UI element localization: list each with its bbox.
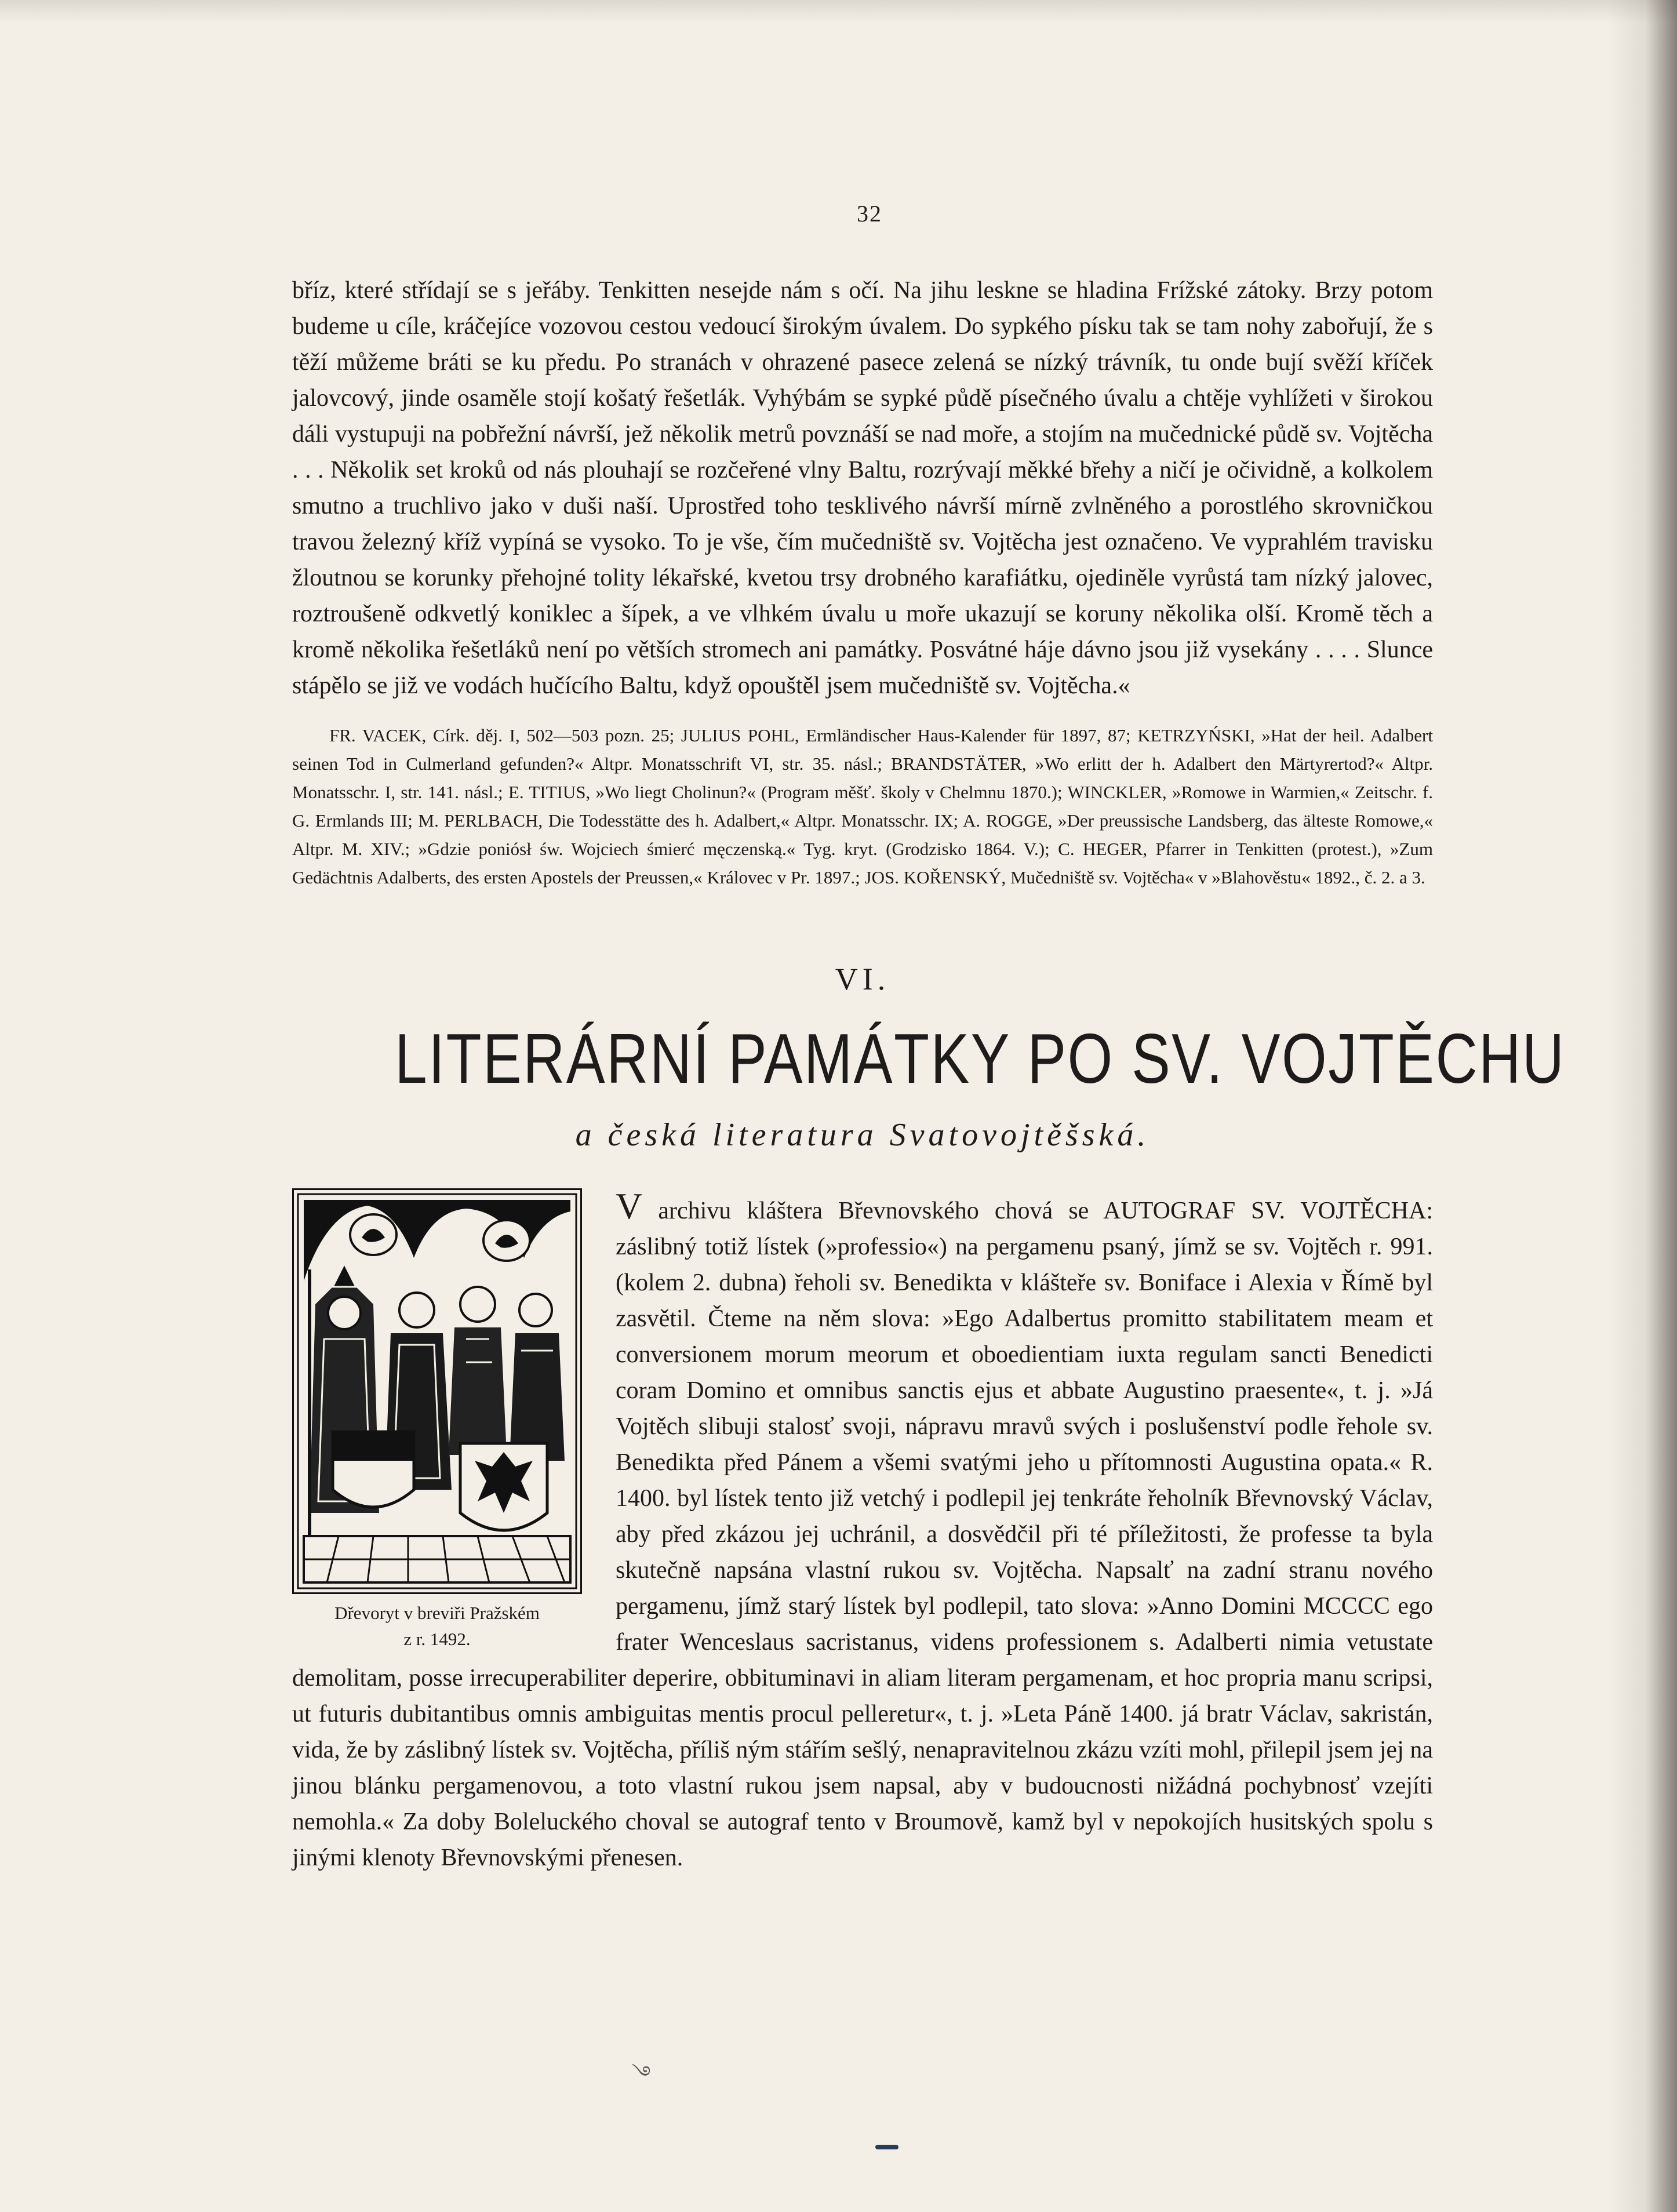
woodcut-figure <box>292 1188 582 1652</box>
chapter-subtitle: a česká literatura Svatovojtěšská. <box>575 1117 1150 1153</box>
page-content <box>292 272 1566 1876</box>
intro-paragraph: bříz, které střídají se s jeřáby. Tenkitten nesejde nám s očí. Na jihu leskne se hladina Frížské zátoky. Brzy potom budeme u cíle, kráčejíce vozovou cestou vedoucí širokým úvalem. Do sypkého písku tak se tam nohy zabořují, že s těží můžeme bráti se ku předu. Po stranách v ohrazené pasece zelená se nízký trávník, tu onde bují svěží kříček jalovcový, jinde osaměle stojí košatý řešetlák. Vyhýbám se sypké půdě písečného úvalu a chtěje vyhlížeti v širokou dáli vystupuji na pobřežní návrší, jež několik metrů povznáší se nad moře, a stojím na mučednické půdě sv. Vojtěcha . . . Několik set kroků od nás plouhají se rozčeřené vlny Baltu, rozrývají měkké břehy a ničí je očividně, a kolkolem smutno a truchlivo jako v duši naší. Uprostřed toho tesklivého návrší mírně zvlněného a porostlého skrovničkou travou železný kříž vypíná se vysoko. To je vše, čím mučedniště sv. Vojtěcha jest označeno. Ve vyprahlém travisku žloutnou se korunky přehojné tolity lékařské, kvetou trsy drobného karafiátku, ojediněle vyrůstá tam nízký jalovec, roztroušeně odkvetlý koniklec a šípek, a ve vlhkém úvalu u moře ukazují se koruny několika olší. Kromě těch a kromě několika řešetláků není po větších stromech ani památky. Posvátné háje dávno jsou již vysekány . . . . Slunce stápělo se již ve vodách hučícího Baltu, když opouštěl jsem mučedniště sv. Vojtěcha.« <box>292 277 1433 699</box>
figure-caption <box>292 1600 582 1652</box>
caption-line-1: Dřevoryt v breviři Pražském <box>334 1603 540 1623</box>
dropcap-letter: V <box>616 1185 643 1227</box>
blue-ink-mark <box>875 2145 898 2149</box>
woodcut-saints-illustration <box>292 1188 582 1594</box>
footnote-references: FR. VACEK, Círk. děj. I, 502—503 pozn. 25; JULIUS POHL, Ermländischer Haus-Kalender für 1897, 87; KETRZYŃSKI, »Hat der heil. Adalbert seinen Tod in Culmerland gefunden?« Altpr. Monatsschrift VI, str. 35. násl.; BRANDSTÄTER, »Wo erlitt der h. Adalbert den Märtyrertod?« Altpr. Monatsschr. I, str. 141. násl.; E. TITIUS, »Wo liegt Cholinun?« (Program měšť. školy v Chelmnu 1870.); WINCKLER, »Romowe in Warmien,« Zeitschr. f. G. Ermlands III; M. PERLBACH, Die Todesstätte des h. Adalbert,« Altpr. Monatsschr. IX; A. ROGGE, »Der preussische Landsberg, das älteste Romowe,« Altpr. M. XIV.; »Gdzie poniósł św. Wojciech śmierć męczenską.« Tyg. kryt. (Grodzisko 1864. V.); C. HEGER, Pfarrer in Tenkitten (protest.), »Zum Gedächtnis Adalberts, des ersten Apostels der Preussen,« Královec v Pr. 1897.; JOS. KOŘENSKÝ, Mučedniště sv. Vojtěcha« v »Blahověstu« 1892., č. 2. a 3. <box>292 725 1433 887</box>
chapter-title: LITERÁRNÍ PAMÁTKY PO SV. VOJTĚCHU <box>395 1019 1566 1098</box>
chapter-body <box>292 1185 1433 1876</box>
page-binding-shadow <box>1607 0 1677 2212</box>
page-number: 32 <box>857 201 882 227</box>
ink-mark: ࿓ <box>632 2063 651 2084</box>
page-top-shadow <box>0 0 1677 23</box>
caption-line-2: z r. 1492. <box>403 1629 471 1649</box>
chapter-number: VI. <box>835 962 890 996</box>
main-paragraph-text: archivu kláštera Břevnovského chová se AUTOGRAF SV. VOJTĚCHA: záslibný totiž lístek (»professio«) na pergamenu psaný, jímž se sv. Vojtěch r. 991. (kolem 2. dubna) řeholi sv. Benedikta v klášteře sv. Boniface i Alexia v Římě byl zasvětil. Čteme na něm slova: »Ego Adalbertus promitto stabilitatem meam et conversionem morum meorum et oboedientiam iuxta regulam sancti Benedicti coram Domino et omnibus sanctis ejus et abbate Augustino praesente«, t. j. »Já Vojtěch slibuji stalosť svoji, nápravu mravů svých i poslušenství podle řehole sv. Benedikta před Pánem a všemi svatými jeho u přítomnosti Augustina opata.« R. 1400. byl lístek tento již vetchý i podlepil jej tenkráte řeholník Břevnovský Václav, aby před zkázou jej uchránil, a dosvědčil při té příležitosti, že professe ta byla skutečně napsána vlastní rukou sv. Vojtěcha. Napsalť na zadní stranu nového pergamenu, jímž starý lístek byl podlepil, tato slova: »Anno Domini MCCCC ego frater Wenceslaus sacristanus, videns professionem s. Adalberti nimia vetustate demolitam, posse irrecuperabiliter deperire, obbituminavi in aliam literam pergamenam, et hoc propria manu scripsi, ut futuris dubitantibus omnis ambiguitas mentis procul pelleretur«, t. j. »Leta Páně 1400. já bratr Václav, sakristán, vida, že by záslibný lístek sv. Vojtěcha, příliš ným stářím sešlý, nenapravitelnou zkázu vzíti mohl, přilepil jsem jej na jinou blánku pergamenovou, a toto vlastní rukou jsem napsal, aby v budoucnosti nižádná pochybnosť vzejíti nemohla.« Za doby Boleluckého choval se autograf tento v Broumově, kamž byl v nepokojích husitských spolu s jinými klenoty Břevnovskými přenesen. <box>292 1198 1433 1871</box>
